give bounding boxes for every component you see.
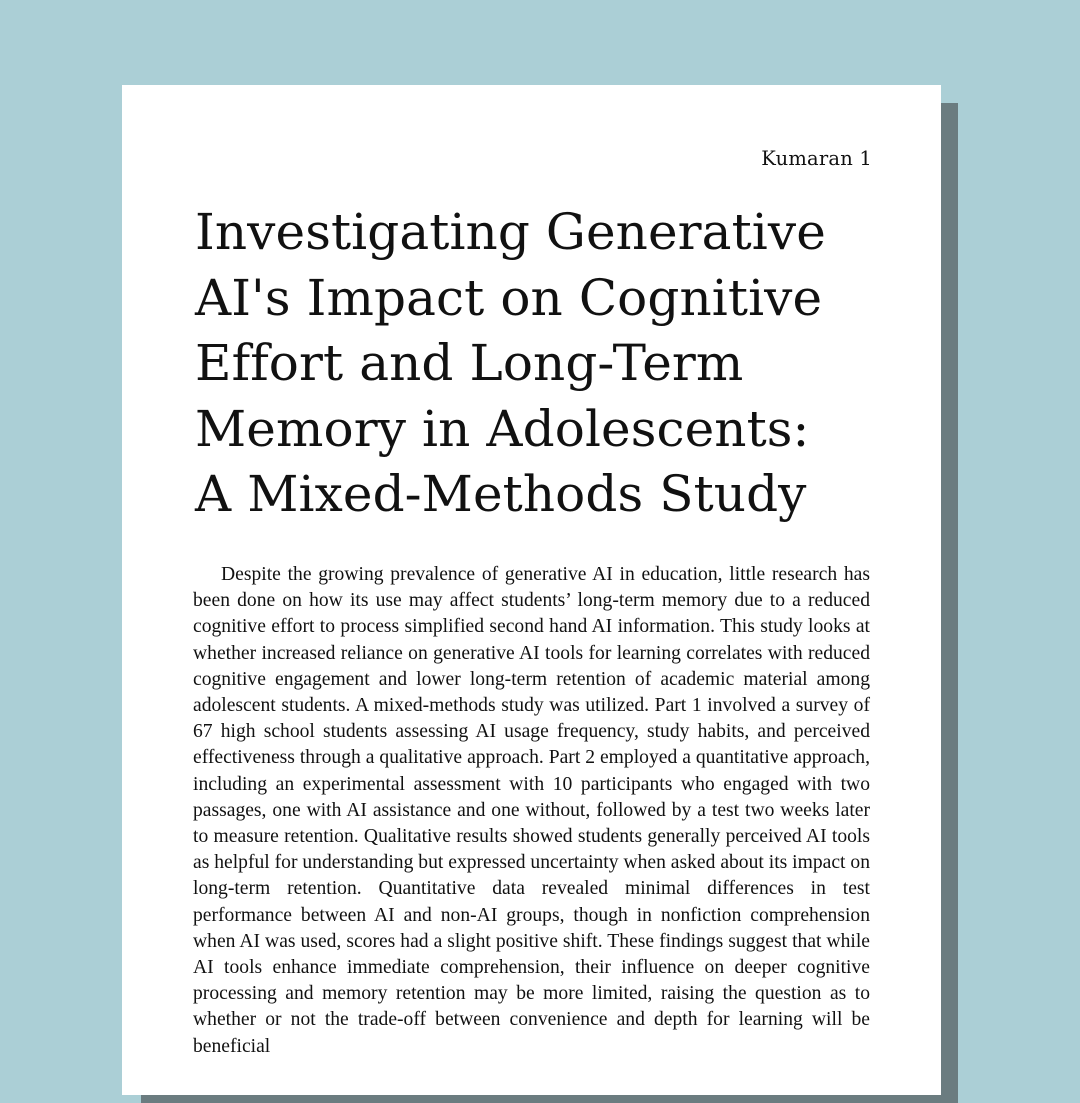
title-line: Memory in Adolescents: (195, 399, 810, 458)
title-line: Investigating Generative (195, 203, 826, 261)
title-line: AI's Impact on Cognitive (195, 268, 823, 327)
paper-title (195, 200, 835, 528)
abstract-paragraph: Despite the growing prevalence of generative AI in education, little research has been done on how its use may affect students’ long-term memory due to a reduced cognitive effort to process simplified second hand AI information. This study looks at whether increased reliance on generative AI tools for learning correlates with reduced cognitive engagement and lower long-term retention of academic material among adolescent students. A mixed-methods study was utilized. Part 1 involved a survey of 67 high school students assessing AI usage frequency, study habits, and perceived effectiveness through a qualitative approach. Part 2 employed a quantitative approach, including an experimental assessment with 10 participants who engaged with two passages, one with AI assistance and one without, followed by a test two weeks later to measure retention. Qualitative results showed students generally perceived AI tools as helpful for understanding but expressed uncertainty when asked about its impact on long-term retention. Quantitative data revealed minimal differences in test performance between AI and non-AI groups, though in nonfiction comprehension when AI was used, scores had a slight positive shift. These findings suggest that while AI tools enhance immediate comprehension, their influence on deeper cognitive processing and memory retention may be more limited, raising the question as to whether or not the trade-off between convenience and depth for learning will be beneficial (193, 564, 870, 1057)
title-line: Effort and Long-Term (195, 334, 744, 392)
document-page (122, 85, 941, 1095)
title-line: A Mixed-Methods Study (195, 465, 807, 523)
running-head: Kumaran 1 (761, 147, 872, 170)
